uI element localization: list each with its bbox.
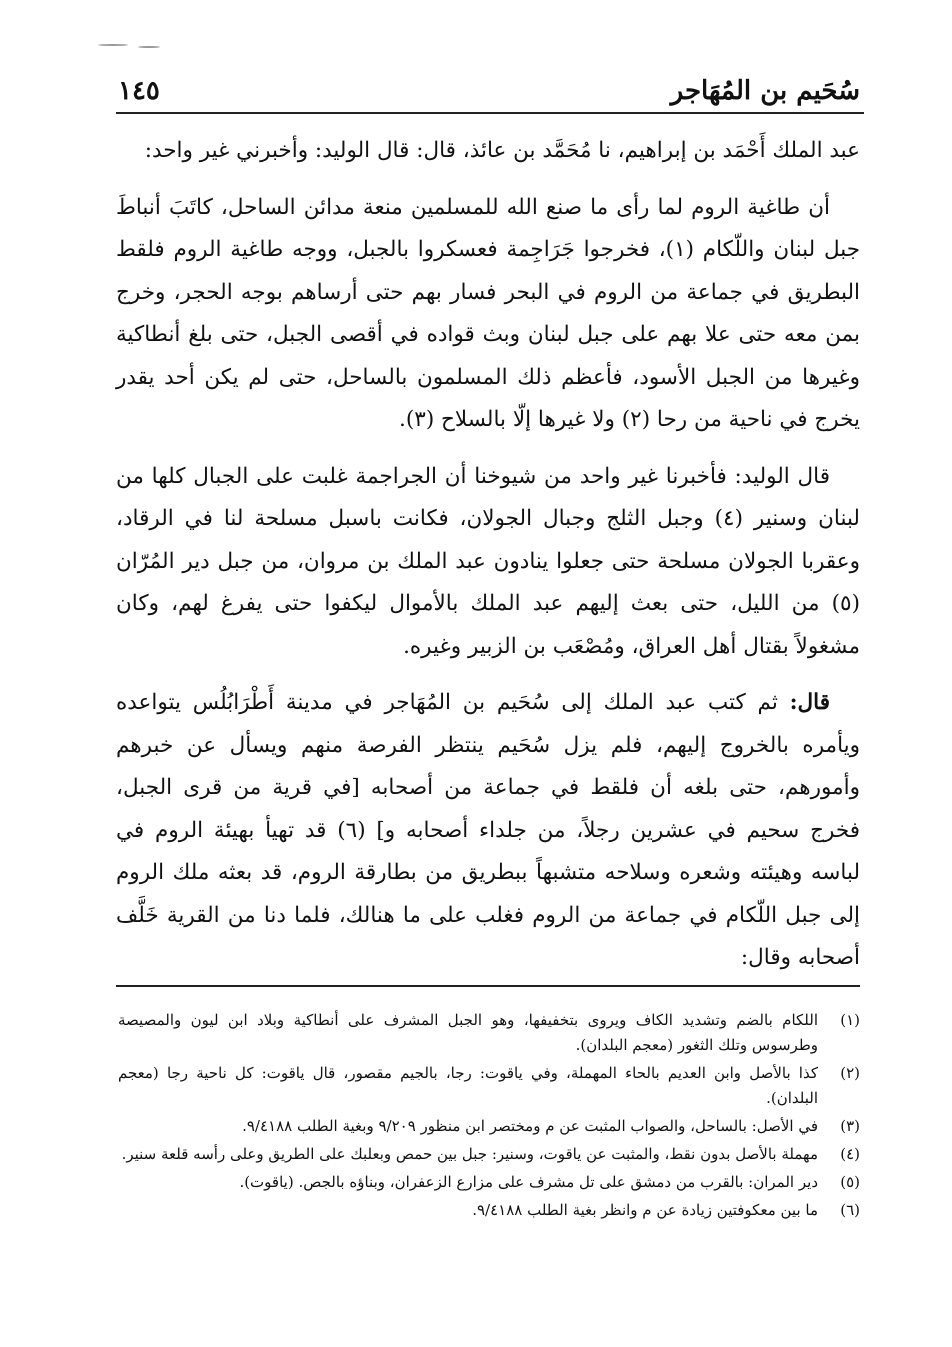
footnote [118,1114,860,1139]
paragraph [116,682,860,980]
paragraph-lead: قال: [789,690,830,715]
footnote-number: (٥) [840,1173,860,1191]
footnote-number: (٢) [840,1064,860,1082]
footnote [118,1008,860,1058]
footnote [118,1142,860,1167]
footnote [118,1170,860,1195]
running-title: سُحَيم بن المُهَاجر [670,76,860,106]
main-text [116,130,860,994]
footnote [118,1061,860,1111]
footnote-text: ما بين معكوفتين زيادة عن م وانظر بغية الطلب ٩/٤١٨٨. [472,1201,818,1219]
footnote [118,1198,860,1223]
page-number: ١٤٥ [118,76,160,106]
paragraph: أن طاغية الروم لما رأى ما صنع الله للمسلمين منعة مدائن الساحل، كاتَبَ أنباطَ جبل لبنان واللّكام (١)، فخرجوا جَرَاجِمة فعسكروا بالجبل، ووجه طاغية الروم فلقط البطريق في جماعة من الروم في البحر فسار بهم حتى أرساهم بوجه الحجر، وخرج بمن معه حتى علا بهم على جبل لبنان وبث قواده في أقصى الجبل، حتى بلغ أنطاكية وغيرها من الجبل الأسود، فأعظم ذلك المسلمون بالساحل، حتى لم يكن أحد يقدر يخرج في ناحية من رحا (٢) ولا غيرها إلّا بالسلاح (٣). [116,194,861,432]
footnote-number: (٤) [840,1145,860,1163]
scan-speck [138,46,160,48]
footnote-number: (٣) [840,1117,860,1135]
page-header [118,70,860,106]
paragraph: قال الوليد: فأخبرنا غير واحد من شيوخنا أن الجراجمة غلبت على الجبال كلها من لبنان وسنير (٤) وجبل الثلج وجبال الجولان، فكانت باسبل مسلحة لنا في الرقاد، وعقربا الجولان مسلحة حتى جعلوا ينادون عبد الملك بن مروان، من جبل دير المُرّان (٥) من الليل، حتى بعث إليهم عبد الملك بالأموال ليكفوا حتى يفرغ لهم، وكان مشغولاً بقتال أهل العراق، ومُصْعَب بن الزبير وغيره. [116,463,860,659]
footnote-text: في الأصل: بالساحل، والصواب المثبت عن م ومختصر ابن منظور ٩/٢٠٩ وبغية الطلب ٩/٤١٨٨. [242,1117,818,1135]
footnote-number: (٦) [840,1201,860,1219]
footnote-number: (١) [840,1011,860,1029]
footnotes [118,1008,860,1226]
paragraph-text: ثم كتب عبد الملك إلى سُحَيم بن المُهَاجر في مدينة أَطْرَابُلُس يتواعده ويأمره بالخروج إليهم، فلم يزل سُحَيم ينتظر الفرصة منهم ويسأل عن خبرهم وأمورهم، حتى بلغه أن فلقط في جماعة من أصحابه [في قرية من قرى الجبل، فخرج سحيم في عشرين رجلاً، من جلداء أصحابه و] (٦) قد تهيأ بهيئة الروم في لباسه وهيئته وشعره وسلاحه متشبهاً ببطريق من بطارقة الروم، قد بعثه ملك الروم إلى جبل اللّكام في جماعة من الروم فغلب على ما هنالك، فلما دنا من القرية خَلَّف أصحابه وقال: [116,690,861,970]
footnote-text: مهملة بالأصل بدون نقط، والمثبت عن ياقوت، وسنير: جبل بين حمص وبعلبك على الطريق وعلى رأسه قلعة سنير. [121,1145,818,1163]
footnote-text: دير المران: بالقرب من دمشق على تل مشرف على مزارع الزعفران، وبناؤه بالجص. (ياقوت). [239,1173,818,1191]
header-rule [116,112,864,114]
scan-speck [98,44,128,46]
footnote-text: اللكام بالضم وتشديد الكاف ويروى بتخفيفها، وهو الجبل المشرف على أنطاكية وبلاد ابن ليون والمصيصة وطرسوس وتلك الثغور (معجم البلدان). [118,1011,818,1054]
footnote-text: كذا بالأصل وابن العديم بالحاء المهملة، وفي ياقوت: رجا، بالجيم مقصور، قال ياقوت: كل ناحية رجا (معجم البلدان). [118,1064,818,1107]
paragraph: عبد الملك أَحْمَد بن إبراهيم، نا مُحَمَّد بن عائذ، قال: قال الوليد: وأخبرني غير واحد: [144,138,860,163]
footnote-rule [116,985,860,987]
